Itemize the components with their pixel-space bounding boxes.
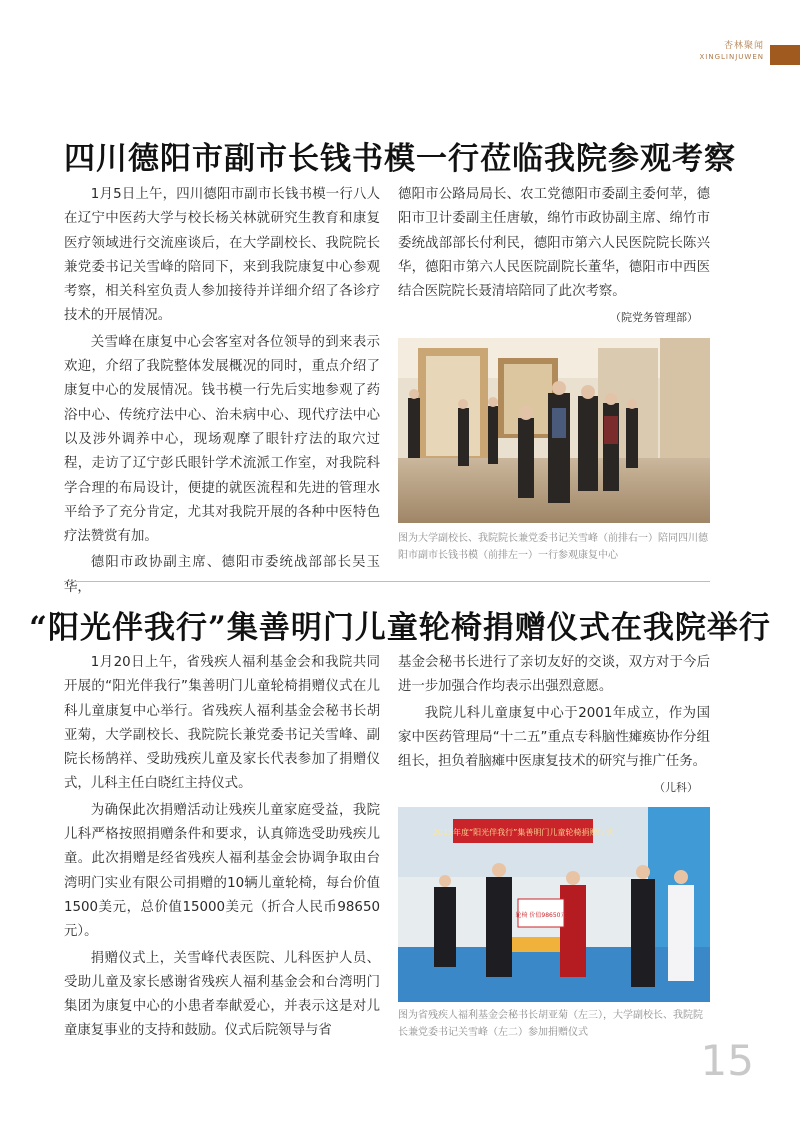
section-divider	[64, 581, 710, 582]
page-number: 15	[700, 1036, 754, 1085]
event-banner-text: 2015年度“阳光伴我行”集善明门儿童轮椅捐赠仪式	[432, 828, 614, 837]
header-accent-tab	[770, 45, 800, 65]
article1-paragraph: 德阳市公路局局长、农工党德阳市委副主委何苹，德阳市卫计委副主任唐敏，绵竹市政协副主席、绵竹市委统战部部长付利民，德阳市第六人民医院院长陈兴华，德阳市第六人民医院副院长董华，德阳市中西医结合医院院长聂清培陪同了此次考察。	[398, 187, 710, 300]
magazine-header	[700, 38, 765, 61]
article1-paragraph: 1月5日上午，四川德阳市副市长钱书模一行八人在辽宁中医药大学与校长杨关林就研究生教育和康复医疗领域进行交流座谈后，在大学副校长、我院院长兼党委书记关雪峰的陪同下，来到我院康复中心参观考察，相关科室负责人参加接待并详细介绍了各诊疗技术的开展情况。	[64, 187, 380, 324]
article1-photo	[398, 338, 710, 523]
article2-paragraph: 1月20日上午，省残疾人福利基金会和我院共同开展的“阳光伴我行”集善明门儿童轮椅捐赠仪式在儿科儿童康复中心举行。省残疾人福利基金会秘书长胡亚菊，大学副校长、我院院长兼党委书记关雪峰、副院长杨鹄祥、受助残疾儿童及家长代表参加了捐赠仪式，儿科主任白晓红主持仪式。	[64, 655, 380, 792]
magazine-subtitle: XINGLINJUWEN	[699, 53, 764, 61]
article2-paragraph: 为确保此次捐赠活动让残疾儿童家庭受益，我院儿科严格按照捐赠条件和要求，认真筛选受助残疾儿童。此次捐赠是经省残疾人福利基金会协调争取由台湾明门实业有限公司捐赠的10辆儿童轮椅，每台价值1500美元，总价值15000美元（折合人民币98650元）。	[64, 802, 380, 940]
article2-photo	[398, 807, 710, 1002]
article2-left-column	[64, 651, 380, 1046]
article1-caption: 图为大学副校长、我院院长兼党委书记关雪峰（前排右一）陪同四川德阳市副市长钱书模（前排左一）一行参观康复中心	[398, 533, 708, 561]
article1-signature: （院党务管理部）	[610, 311, 698, 325]
article1-left-column	[64, 183, 380, 602]
article2-paragraph: 捐赠仪式上，关雪峰代表医院、儿科医护人员、受助儿童及家长感谢省残疾人福利基金会和台湾明门集团为康复中心的小患者奉献爱心，并表示这是对儿童康复事业的支持和鼓励。仪式后院领导与省	[64, 950, 380, 1039]
magazine-name: 杏林聚闻	[723, 41, 764, 51]
article1-paragraph: 德阳市政协副主席、德阳市委统战部部长吴玉华，	[64, 555, 380, 595]
article2-right-column	[398, 651, 710, 801]
donation-board-text: 轮椅 价值98650元	[515, 912, 567, 919]
article2-caption: 图为省残疾人福利基金会秘书长胡亚菊（左三），大学副校长、我院院长兼党委书记关雪峰（左二）参加捐赠仪式	[398, 1010, 703, 1038]
article2-paragraph: 基金会秘书长进行了亲切友好的交谈，双方对于今后进一步加强合作均表示出强烈意愿。	[398, 655, 710, 695]
article2-paragraph: 我院儿科儿童康复中心于2001年成立，作为国家中医药管理局“十二五”重点专科脑性瘫痪协作分组组长，担负着脑瘫中医康复技术的研究与推广任务。	[398, 705, 710, 770]
article1-title: 四川德阳市副市长钱书模一行莅临我院参观考察	[64, 141, 736, 177]
article1-right-column	[398, 183, 710, 331]
article2-signature: （儿科）	[654, 781, 698, 795]
article1-paragraph: 关雪峰在康复中心会客室对各位领导的到来表示欢迎，介绍了我院整体发展概况的同时，重点介绍了康复中心的发展情况。钱书模一行先后实地参观了药浴中心、传统疗法中心、治未病中心、现代疗法中心以及涉外调养中心，现场观摩了眼针疗法的取穴过程，走访了辽宁彭氏眼针学术流派工作室，对我院科学合理的布局设计，便捷的就医流程和先进的管理水平给予了充分肯定，尤其对我院开展的各种中医特色疗法赞赏有加。	[64, 334, 380, 545]
article2-title: “阳光伴我行”集善明门儿童轮椅捐赠仪式在我院举行	[29, 610, 771, 646]
